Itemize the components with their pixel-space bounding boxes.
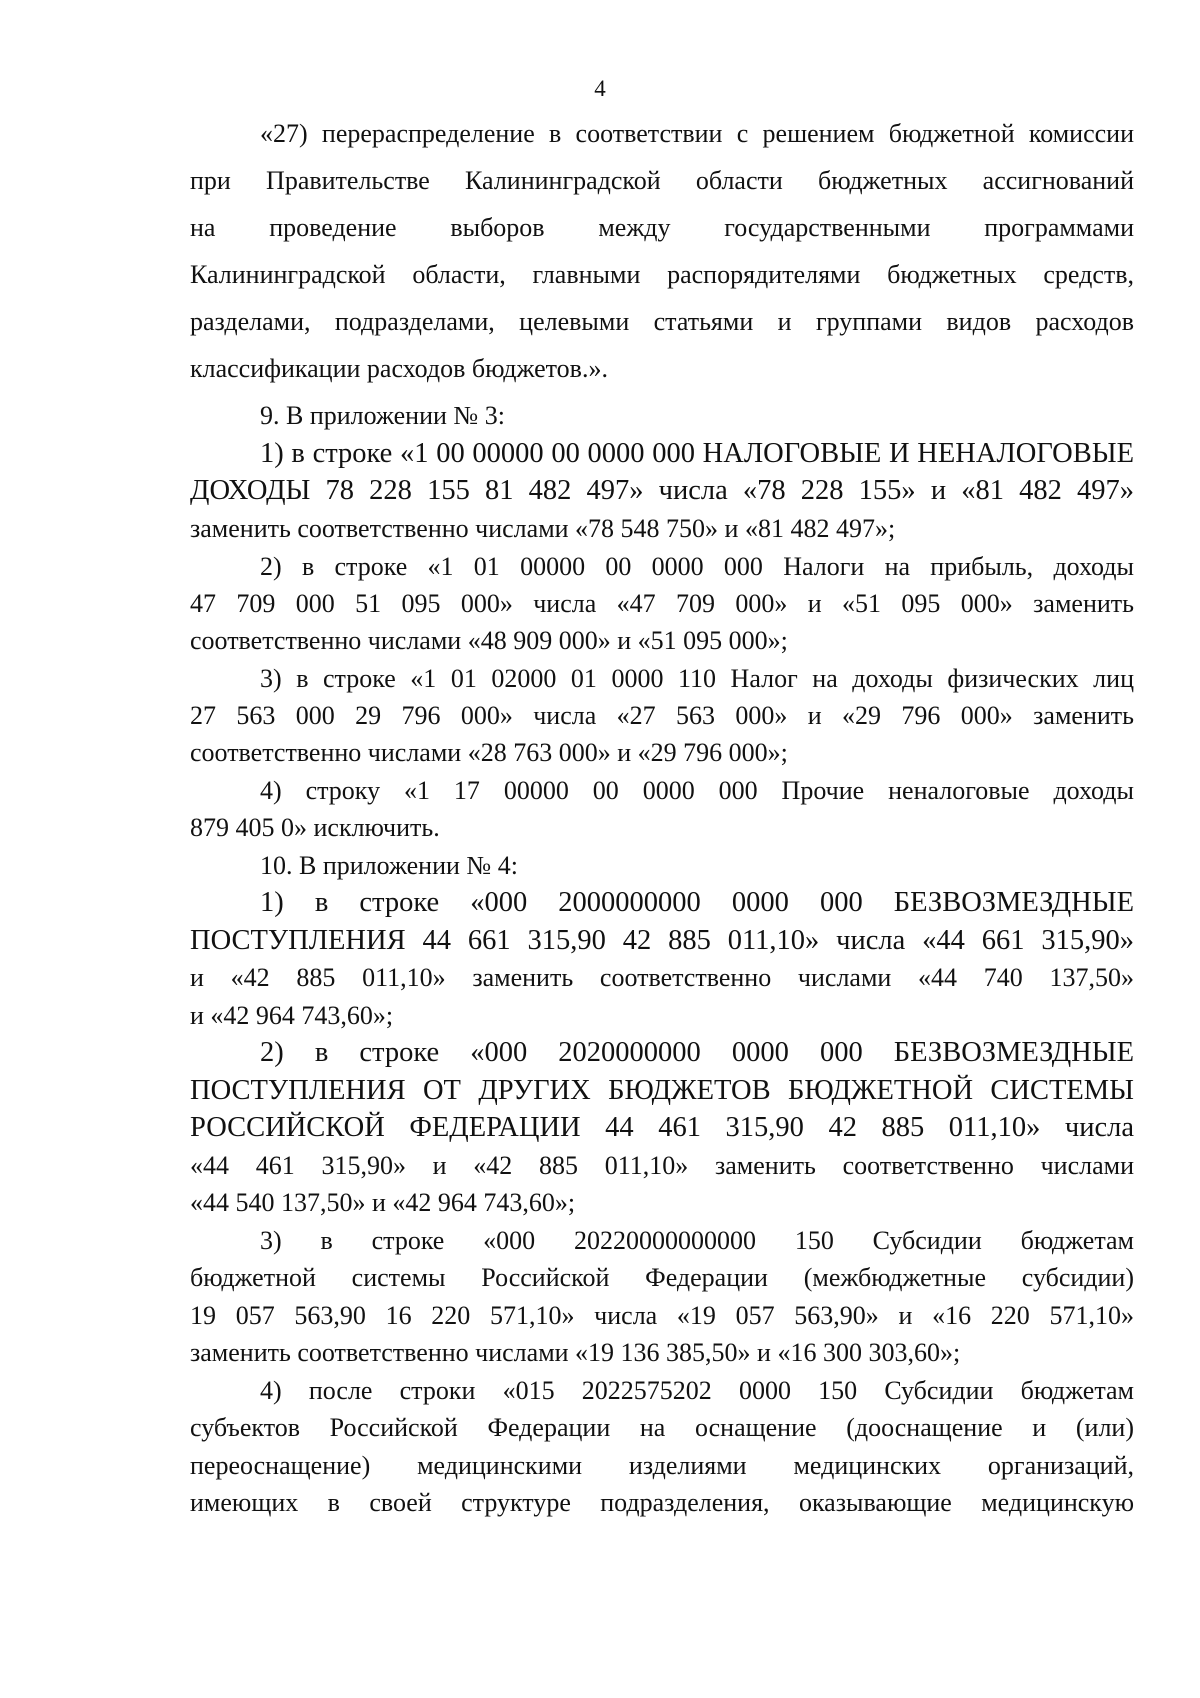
text-line: 47 709 000 51 095 000» числа «47 709 000» и «51 095 000» заменить — [190, 589, 1134, 618]
text-line: заменить соответственно числами «19 136 385,50» и «16 300 303,60»; — [190, 1338, 961, 1367]
section-heading: 9. В приложении № 3: — [260, 401, 505, 430]
text-line: «44 461 315,90» и «42 885 011,10» заменить соответственно числами — [190, 1151, 1134, 1180]
text-line: 4) строку «1 17 00000 00 0000 000 Прочие неналоговые доходы — [260, 776, 1134, 805]
text-line: заменить соответственно числами «78 548 750» и «81 482 497»; — [190, 514, 896, 543]
text-line: и «42 885 011,10» заменить соответственно числами «44 740 137,50» — [190, 963, 1134, 992]
text-line: 2) в строке «1 01 00000 00 0000 000 Налоги на прибыль, доходы — [260, 552, 1134, 581]
text-line: 27 563 000 29 796 000» числа «27 563 000» и «29 796 000» заменить — [190, 701, 1134, 730]
text-line: «44 540 137,50» и «42 964 743,60»; — [190, 1188, 576, 1217]
text-line: 19 057 563,90 16 220 571,10» числа «19 057 563,90» и «16 220 571,10» — [190, 1301, 1134, 1330]
text-line: субъектов Российской Федерации на оснащение (дооснащение и (или) — [190, 1413, 1134, 1442]
text-line: «27) перераспределение в соответствии с решением бюджетной комиссии — [260, 119, 1134, 148]
text-line: 3) в строке «000 20220000000000 150 Субсидии бюджетам — [260, 1226, 1134, 1255]
text-line: 2) в строке «000 2020000000 0000 000 БЕЗВОЗМЕЗДНЫЕ — [260, 1037, 1134, 1068]
text-line: ДОХОДЫ 78 228 155 81 482 497» числа «78 228 155» и «81 482 497» — [190, 475, 1134, 506]
text-line: соответственно числами «48 909 000» и «51 095 000»; — [190, 626, 788, 655]
text-line: 879 405 0» исключить. — [190, 813, 440, 842]
text-line: ПОСТУПЛЕНИЯ 44 661 315,90 42 885 011,10» числа «44 661 315,90» — [190, 925, 1134, 956]
text-line: переоснащение) медицинскими изделиями медицинских организаций, — [190, 1451, 1134, 1480]
text-line: 3) в строке «1 01 02000 01 0000 110 Налог на доходы физических лиц — [260, 664, 1134, 693]
section-heading: 10. В приложении № 4: — [260, 851, 518, 880]
page-number: 4 — [594, 76, 606, 101]
text-line: ПОСТУПЛЕНИЯ ОТ ДРУГИХ БЮДЖЕТОВ БЮДЖЕТНОЙ СИСТЕМЫ — [190, 1075, 1134, 1106]
text-line: и «42 964 743,60»; — [190, 1001, 394, 1030]
text-line: на проведение выборов между государственными программами — [190, 213, 1134, 242]
text-line: классификации расходов бюджетов.». — [190, 354, 608, 383]
text-line: Калининградской области, главными распорядителями бюджетных средств, — [190, 260, 1134, 289]
text-line: РОССИЙСКОЙ ФЕДЕРАЦИИ 44 461 315,90 42 885 011,10» числа — [190, 1112, 1134, 1143]
text-line: 4) после строки «015 2022575202 0000 150 Субсидии бюджетам — [260, 1376, 1134, 1405]
text-line: 1) в строке «000 2000000000 0000 000 БЕЗВОЗМЕЗДНЫЕ — [260, 887, 1134, 918]
text-line: при Правительстве Калининградской области бюджетных ассигнований — [190, 166, 1134, 195]
text-line: имеющих в своей структуре подразделения, оказывающие медицинскую — [190, 1488, 1134, 1517]
text-line: разделами, подразделами, целевыми статьями и группами видов расходов — [190, 307, 1134, 336]
text-line: бюджетной системы Российской Федерации (межбюджетные субсидии) — [190, 1263, 1134, 1292]
text-line: 1) в строке «1 00 00000 00 0000 000 НАЛОГОВЫЕ И НЕНАЛОГОВЫЕ — [260, 438, 1134, 469]
text-line: соответственно числами «28 763 000» и «29 796 000»; — [190, 738, 788, 767]
